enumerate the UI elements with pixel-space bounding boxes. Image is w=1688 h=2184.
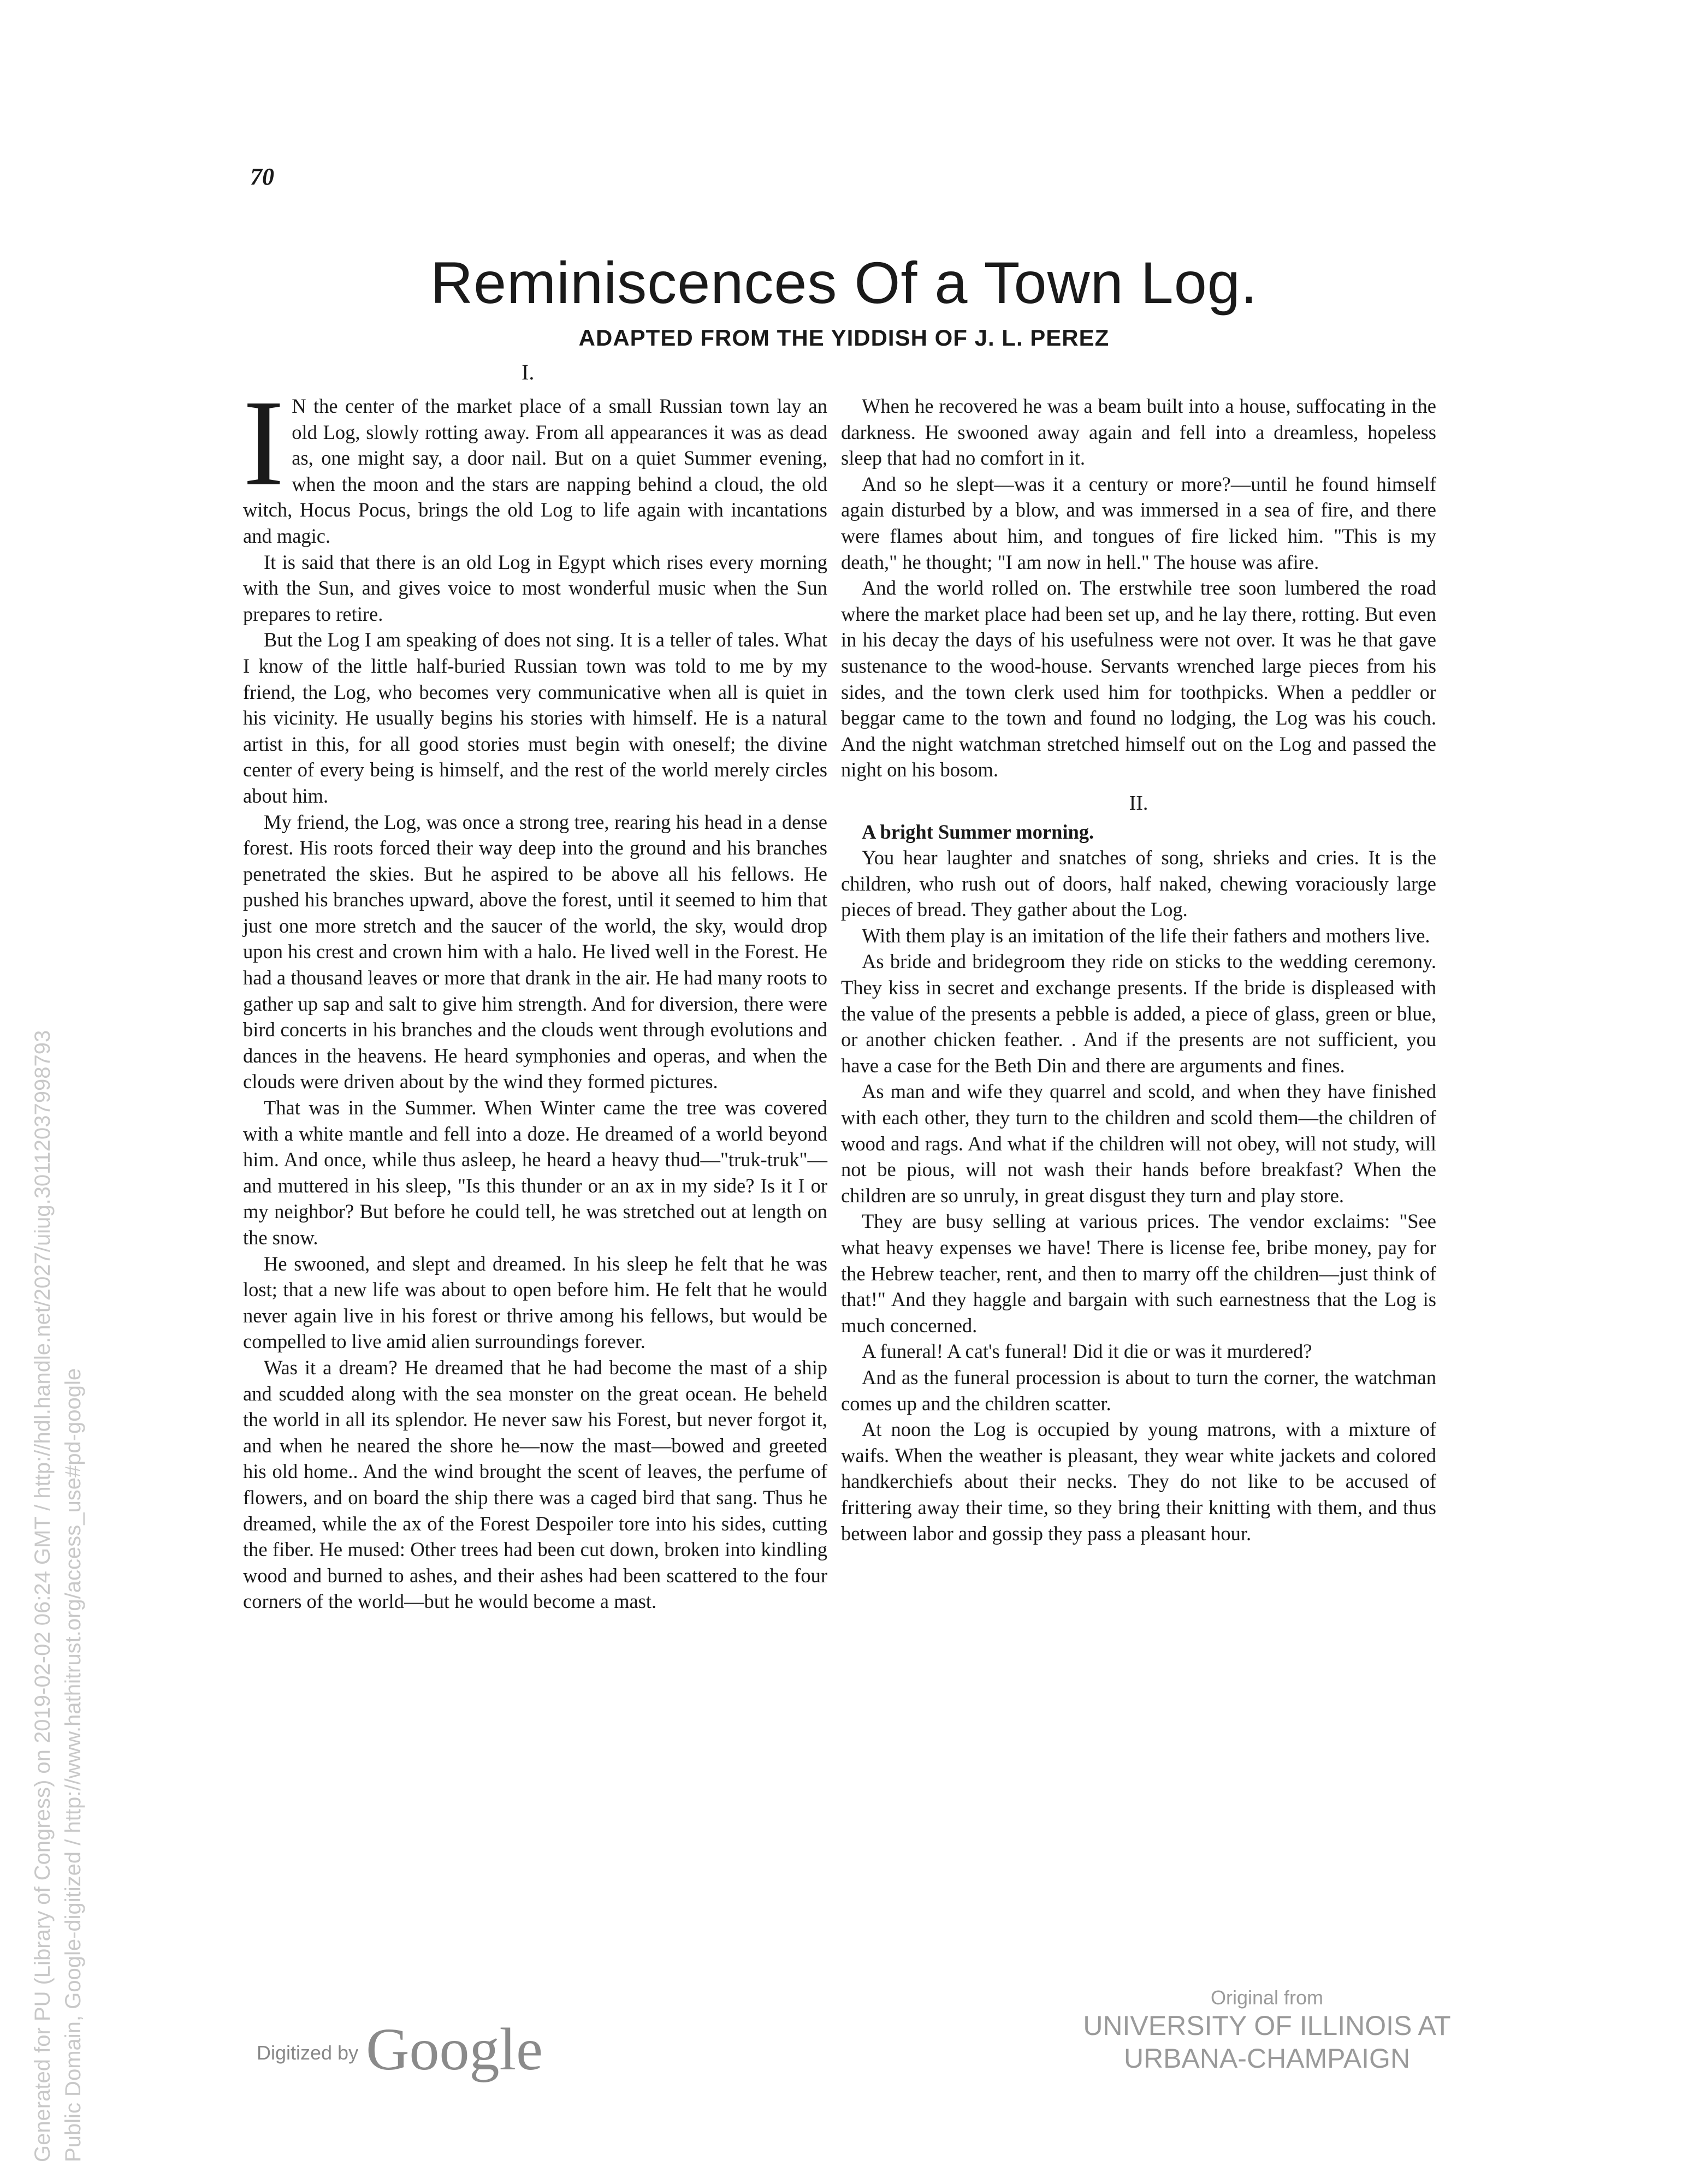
paragraph: That was in the Summer. When Winter came the tree was covered with a white mantle and fell into a doze. He dreamed of a world beyond him. And once, while thus asleep, he heard a heavy thud—"truk-truk"—and muttered in his sleep, "Is this thunder or an ax in my side? Is it I or my neighbor? But before he could tell, he was stretched out at length on the snow. <box>243 1096 827 1249</box>
google-logo: Google <box>366 2016 543 2082</box>
paragraph: As man and wife they quarrel and scold, and when they have finished with each other, they turn to the children and scold them—the children of wood and rags. And what if the children will not obey, will not study, will not be pious, will not wash their hands before breakfast? When the children are so unruly, in great disgust they turn and play store. <box>841 1080 1436 1207</box>
paragraph: And the world rolled on. The erstwhile tree soon lumbered the road where the market place had been set up, and he lay there, rotting. But even in his decay the days of his usefulness were not over. It was he that gave sustenance to the wood-house. Servants wrenched large pieces from his sides, and the town clerk used him for toothpicks. When a peddler or beggar came to the town and found no lodging, the Log was his couch. And the night watchman stretched himself out on the Log and passed the night on his bosom. <box>841 577 1436 781</box>
paragraph: And so he slept—was it a century or more?—until he found himself again disturbed by a blow, and was immersed in a sea of fire, and there were flames about him, and tongues of fire licked him. "This is my death," he thought; "I am now in hell." The house was afire. <box>841 472 1436 573</box>
paragraph: It is said that there is an old Log in Egypt which rises every morning with the Sun, and gives voice to most wonderful music when the Sun prepares to retire. <box>243 550 827 625</box>
paragraph: And as the funeral procession is about to turn the corner, the watchman comes up and the children scatter. <box>841 1366 1436 1415</box>
institution-line-1: UNIVERSITY OF ILLINOIS AT <box>1083 2010 1451 2041</box>
paragraph: They are busy selling at various prices. The vendor exclaims: "See what heavy expenses we have! There is license fee, bribe money, pay for the Hebrew teacher, rent, and then to marry off the children—just think of that!" And they haggle and bargain with such earnestness that the Log is much concerned. <box>841 1210 1436 1337</box>
drop-cap: I <box>243 375 285 511</box>
digitized-by-label: Digitized by <box>257 2041 359 2064</box>
page-number: 70 <box>250 163 274 190</box>
paragraph: My friend, the Log, was once a strong tree, rearing his head in a dense forest. His roots forced their way deep into the ground and his branches penetrated the skies. But he aspired to be above all his fellows. He pushed his branches upward, above the forest, until it seemed to him that just one more stretch and the saucer of the world, the sky, would drop upon his crest and crown him with a halo. He lived well in the Forest. He had a thousand leaves or more that drank in the air. He had many roots to gather up sap and salt to give him strength. And for diversion, there were bird concerts in his branches and the clouds went through evolutions and dances in the heavens. He heard symphonies and operas, and when the clouds were driven about by the wind they formed pictures. <box>243 810 827 1093</box>
paragraph: He swooned, and slept and dreamed. In his sleep he felt that he was lost; that a new life was about to open before him. He felt that he would never again live in his forest or thrive among his fellows, but would be compelled to live amid alien surroundings forever. <box>243 1252 827 1353</box>
hathitrust-watermark <box>27 1030 88 2162</box>
paragraph: With them play is an imitation of the life their fathers and mothers live. <box>862 924 1430 947</box>
paragraph: A funeral! A cat's funeral! Did it die or was it murdered? <box>862 1340 1312 1363</box>
original-source-credit <box>1054 1986 1480 2075</box>
original-from-label: Original from <box>1210 1986 1324 2009</box>
paragraph: You hear laughter and snatches of song, shrieks and cries. It is the children, who rush out of doors, half naked, chewing voraciously large pieces of bread. They gather about the Log. <box>841 846 1436 921</box>
watermark-line-1: Generated for PU (Library of Congress) on 2019-02-02 06:24 GMT / http://hdl.handle.net/2027/uiug.30112037998793 <box>31 1030 55 2162</box>
paragraph: But the Log I am speaking of does not sing. It is a teller of tales. What I know of the little half-buried Russian town was told to me by my friend, the Log, who becomes very communicative when all is quiet in his vicinity. He usually begins his stories with himself. He is a natural artist in this, for all good stories must begin with oneself; the divine center of every being is himself, and the rest of the world merely circles about him. <box>243 628 827 807</box>
section-heading-i: I. <box>522 360 535 384</box>
paragraph: As bride and bridegroom they ride on sticks to the wedding ceremony. They kiss in secret and exchange presents. If the bride is displeased with the value of the presents a pebble is added, a piece of glass, green or blue, or another chicken feather. . And if the presents are not sufficient, you have a case for the Beth Din and there are arguments and fines. <box>841 950 1436 1077</box>
section-lead: A bright Summer morning. <box>862 820 1094 843</box>
article-subtitle: ADAPTED FROM THE YIDDISH OF J. L. PEREZ <box>578 325 1110 351</box>
section-heading-ii: II. <box>1129 791 1148 815</box>
paragraph: When he recovered he was a beam built into a house, suffocating in the darkness. He swooned away again and fell into a dreamless, hopeless sleep that had no comfort in it. <box>841 395 1436 470</box>
watermark-line-2: Public Domain, Google-digitized / http://www.hathitrust.org/access_use#pd-google <box>61 1368 85 2162</box>
paragraph: I N the center of the market place of a small Russian town lay an old Log, slowly rotting away. From all appearances it was as dead as, one might say, a door nail. But on a quiet Summer evening, when the moon and the stars are napping behind a cloud, the old witch, Hocus Pocus, brings the old Log to life again with incantations and magic. <box>243 375 827 547</box>
digitized-by-credit <box>257 2015 543 2084</box>
right-column <box>841 393 1436 1546</box>
left-column <box>243 375 827 1615</box>
article-title: Reminiscences Of a Town Log. <box>430 250 1258 316</box>
institution-line-2: URBANA-CHAMPAIGN <box>1123 2043 1411 2074</box>
paragraph: At noon the Log is occupied by young matrons, with a mixture of waifs. When the weather is pleasant, they wear white jackets and colored handkerchiefs about their necks. They do not like to be accused of frittering away their time, so they bring their knitting with them, and thus between labor and gossip they pass a pleasant hour. <box>841 1418 1436 1545</box>
paragraph: Was it a dream? He dreamed that he had become the mast of a ship and scudded along with the sea monster on the great ocean. He beheld the world in all its splendor. He never saw his Forest, but never forgot it, and when he neared the shore he—now the mast—bowed and greeted his old home.. And the wind brought the scent of leaves, the perfume of flowers, and on board the ship there was a caged bird that sang. Thus he dreamed, while the ax of the Forest Despoiler tore into his sides, cutting the fiber. He mused: Other trees had been cut down, broken into kindling wood and burned to ashes, and their ashes had been scattered to the four corners of the world—but he would become a mast. <box>243 1356 827 1613</box>
